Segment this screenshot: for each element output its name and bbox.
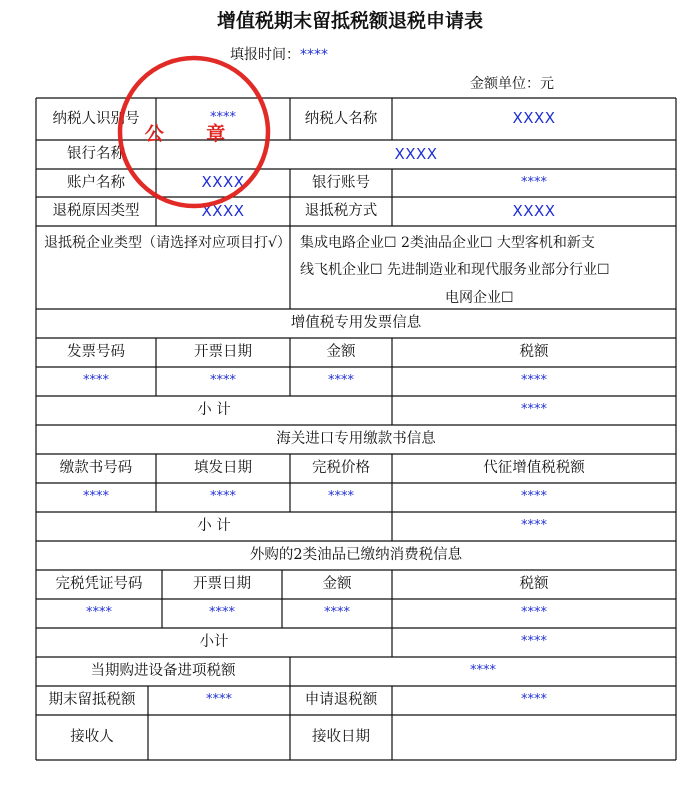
enterprise-type-label: 退抵税企业类型（请选择对应项目打√） — [44, 235, 291, 251]
seal-text: 公 章 — [144, 123, 244, 145]
account-name-value: XXXX — [201, 173, 245, 192]
refund-method-value: XXXX — [512, 201, 556, 220]
receiver-field[interactable] — [148, 715, 290, 760]
enterprise-options-line-1[interactable]: 集成电路企业☐ 2类油品企业☐ 大型客机和新支 — [300, 235, 595, 251]
taxpayer-id-label: 纳税人识别号 — [52, 110, 140, 127]
bank-account-label: 银行账号 — [312, 174, 370, 191]
customs-row-price: **** — [328, 489, 354, 505]
oil-header-tax: 税额 — [519, 576, 549, 593]
vat-invoice-section-title: 增值税专用发票信息 — [290, 315, 422, 332]
receiver-label: 接收人 — [70, 729, 114, 746]
refund-request-label: 申请退税额 — [304, 692, 378, 709]
bank-account-value: **** — [521, 174, 547, 190]
ending-credit-value: **** — [206, 692, 232, 708]
customs-header-price: 完税价格 — [312, 460, 370, 477]
vat-subtotal-label: 小 计 — [197, 402, 231, 419]
customs-header-vat: 代征增值税税额 — [483, 460, 585, 477]
customs-row-number: **** — [83, 489, 109, 505]
vat-header-tax: 税额 — [519, 344, 549, 361]
vat-row-tax: **** — [521, 373, 547, 389]
ending-credit-label: 期末留抵税额 — [48, 692, 136, 709]
equipment-tax-value: **** — [470, 663, 496, 679]
enterprise-options-line-3[interactable]: 电网企业☐ — [445, 289, 514, 306]
refund-request-value: **** — [521, 692, 547, 708]
refund-reason-label: 退税原因类型 — [52, 203, 140, 220]
receive-date-label: 接收日期 — [312, 729, 370, 746]
customs-subtotal-value: **** — [521, 518, 547, 534]
vat-row-amount: **** — [328, 373, 354, 389]
oil-subtotal-label: 小计 — [199, 634, 229, 651]
taxpayer-name-value: XXXX — [512, 109, 556, 128]
oil-header-certificate: 完税凭证号码 — [55, 576, 143, 593]
oil-row-amount: **** — [324, 605, 350, 621]
oil-row-date: **** — [209, 605, 235, 621]
vat-row-issue-date: **** — [210, 373, 236, 389]
bank-name-label: 银行名称 — [67, 146, 125, 163]
refund-method-label: 退抵税方式 — [304, 203, 378, 220]
receive-date-field[interactable] — [392, 715, 676, 760]
fill-date-label: 填报时间： — [230, 47, 300, 63]
vat-header-amount: 金额 — [326, 344, 356, 361]
customs-header-number: 缴款书号码 — [59, 460, 133, 477]
enterprise-type-options — [290, 226, 676, 309]
refund-reason-value: XXXX — [201, 201, 245, 220]
equipment-tax-label: 当期购进设备进项税额 — [90, 663, 236, 680]
oil-header-date: 开票日期 — [193, 576, 251, 593]
oil-row-tax: **** — [521, 605, 547, 621]
enterprise-options-line-2[interactable]: 线飞机企业☐ 先进制造业和现代服务业部分行业☐ — [300, 262, 610, 279]
form-title: 增值税期末留抵税额退税申请表 — [216, 10, 483, 32]
taxpayer-id-value: **** — [210, 110, 236, 125]
vat-row-invoice-number: **** — [83, 373, 109, 389]
bank-name-value: XXXX — [394, 144, 438, 163]
oil-header-amount: 金额 — [322, 576, 352, 593]
customs-subtotal-label: 小 计 — [197, 518, 231, 535]
vat-header-invoice-number: 发票号码 — [67, 344, 125, 361]
customs-row-vat: **** — [521, 489, 547, 505]
fill-date-value: **** — [300, 47, 328, 63]
amount-unit: 金额单位：元 — [470, 76, 554, 92]
oil-subtotal-value: **** — [521, 634, 547, 650]
vat-header-issue-date: 开票日期 — [194, 344, 252, 361]
taxpayer-name-label: 纳税人名称 — [304, 110, 378, 127]
customs-header-date: 填发日期 — [194, 460, 252, 477]
customs-row-date: **** — [210, 489, 236, 505]
customs-section-title: 海关进口专用缴款书信息 — [276, 431, 436, 448]
vat-subtotal-value: **** — [521, 402, 547, 418]
oil-section-title: 外购的2类油品已缴纳消费税信息 — [249, 547, 463, 564]
oil-row-certificate: **** — [86, 605, 112, 621]
account-name-label: 账户名称 — [67, 174, 125, 191]
